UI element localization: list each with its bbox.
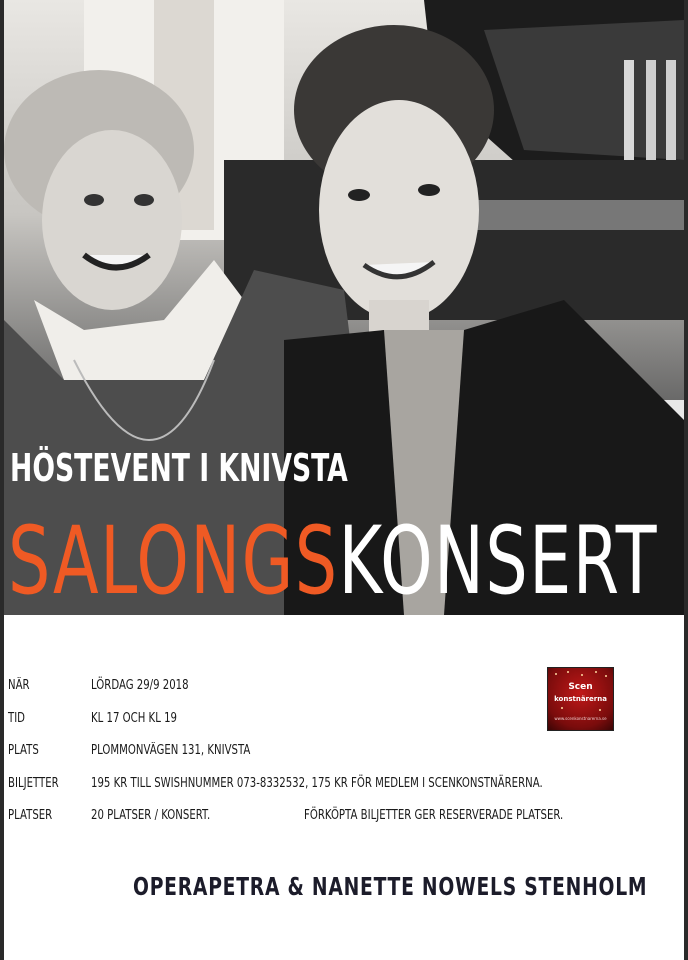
detail-row-platser [8,802,628,835]
detail-value: LÖRDAG 29/9 2018 [91,678,189,693]
detail-label: PLATS [8,743,39,758]
detail-row-plats [8,737,628,770]
performers: OPERAPETRA & NANETTE NOWELS STENHOLM [133,872,648,901]
logo-line-2: konstnärerna [554,695,607,703]
right-border [684,0,688,960]
detail-row-biljetter [8,770,628,803]
detail-label: TID [8,710,26,726]
detail-value: KL 17 OCH KL 19 [91,710,177,726]
detail-label: BILJETTER [8,775,59,791]
logo-url: www.scenkonstnarerna.se [554,716,607,721]
detail-value: PLOMMONVÄGEN 131, KNIVSTA [91,743,251,758]
detail-value-secondary: FÖRKÖPTA BILJETTER GER RESERVERADE PLATSER. [304,808,564,823]
detail-row-nar [8,672,628,705]
logo-line-1: Scen [568,682,593,692]
event-title [8,507,658,616]
detail-value: 20 PLATSER / KONSERT. [91,808,211,823]
detail-label: PLATSER [8,808,53,823]
title-part-konsert: KONSERT [338,507,658,616]
event-details [8,672,628,835]
event-subtitle: HÖSTEVENT I KNIVSTA [10,446,348,490]
detail-value: 195 KR TILL SWISHNUMMER 073-8332532, 175 KR FÖR MEDLEM I SCENKONSTNÄRERNA. [91,775,543,791]
detail-row-tid [8,705,628,738]
title-part-salongs: SALONGS [8,507,339,616]
scenkonstnarerna-logo [547,667,614,731]
detail-label: NÄR [8,678,30,693]
